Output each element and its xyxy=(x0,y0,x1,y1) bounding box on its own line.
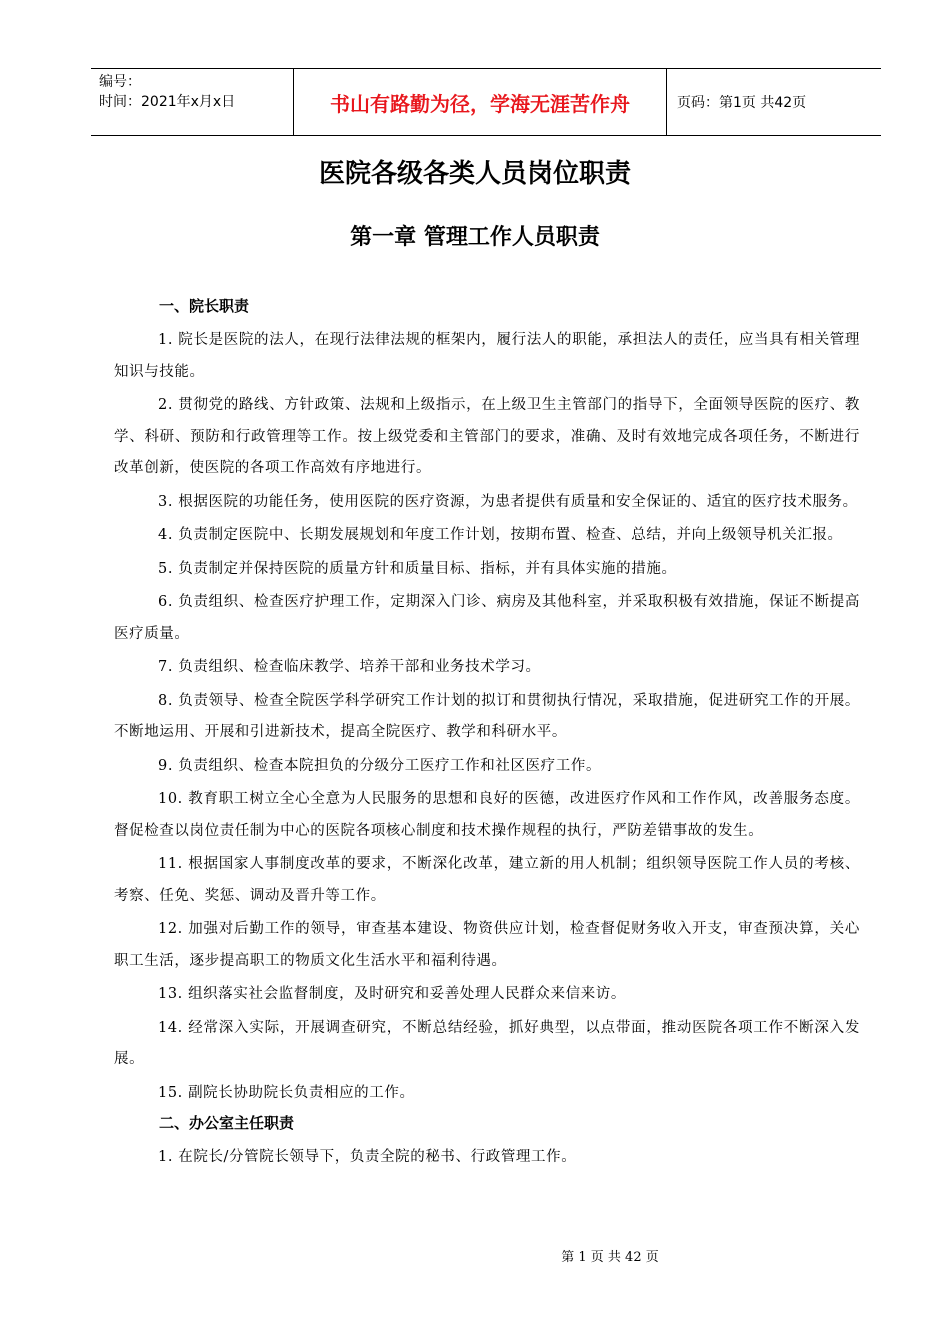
duty-item: 14. 经常深入实际，开展调查研究，不断总结经验，抓好典型，以点带面，推动医院各项工作不断深入发展。 xyxy=(114,1019,860,1067)
header-motto: 书山有路勤为径，学海无涯苦作舟 xyxy=(293,69,667,135)
section-heading: 一、院长职责 xyxy=(159,297,250,315)
footer-page-number: 第 1 页 共 42 页 xyxy=(561,1250,659,1265)
duty-item: 10. 教育职工树立全心全意为人民服务的思想和良好的医德，改进医疗作风和工作作风，改善服务态度。督促检查以岗位责任制为中心的医院各项核心制度和技术操作规程的执行，严防差错事故的发生。 xyxy=(114,791,860,839)
header-time-label: 时间：2021年x月x日 xyxy=(99,94,236,110)
duty-item: 1. 院长是医院的法人，在现行法律法规的框架内，履行法人的职能，承担法人的责任，应当具有相关管理知识与技能。 xyxy=(114,332,860,380)
duty-item: 13. 组织落实社会监督制度，及时研究和妥善处理人民群众来信来访。 xyxy=(158,986,626,1002)
chapter-title: 第一章 管理工作人员职责 xyxy=(350,225,600,250)
duty-item: 5. 负责制定并保持医院的质量方针和质量目标、指标，并有具体实施的措施。 xyxy=(158,560,677,577)
document-header xyxy=(91,68,881,136)
document-title: 医院各级各类人员岗位职责 xyxy=(318,159,631,189)
document-body xyxy=(114,294,860,1176)
duty-item: 15. 副院长协助院长负责相应的工作。 xyxy=(158,1084,415,1101)
duty-item: 3. 根据医院的功能任务，使用医院的医疗资源，为患者提供有质量和安全保证的、适宜的医疗技术服务。 xyxy=(158,493,858,510)
duty-item: 4. 负责制定医院中、长期发展规划和年度工作计划，按期布置、检查、总结，并向上级领导机关汇报。 xyxy=(158,527,843,543)
section-heading: 二、办公室主任职责 xyxy=(159,1114,295,1132)
header-number-label: 编号： xyxy=(99,74,141,90)
duty-item: 8. 负责领导、检查全院医学科学研究工作计划的拟订和贯彻执行情况，采取措施，促进研究工作的开展。不断地运用、开展和引进新技术，提高全院医疗、教学和科研水平。 xyxy=(114,692,860,740)
header-page-info: 页码：第1页 共42页 xyxy=(677,95,807,111)
duty-item: 2. 贯彻党的路线、方针政策、法规和上级指示，在上级卫生主管部门的指导下，全面领导医院的医疗、教学、科研、预防和行政管理等工作。按上级党委和主管部门的要求，准确、及时有效地完成各项任务，不断进行改革创新，使医院的各项工作高效有序地进行。 xyxy=(114,397,860,476)
duty-item: 6. 负责组织、检查医疗护理工作，定期深入门诊、病房及其他科室，并采取积极有效措施，保证不断提高医疗质量。 xyxy=(114,594,860,642)
duty-item: 11. 根据国家人事制度改革的要求，不断深化改革，建立新的用人机制；组织领导医院工作人员的考核、考察、任免、奖惩、调动及晋升等工作。 xyxy=(114,856,860,904)
duty-item: 1. 在院长/分管院长领导下，负责全院的秘书、行政管理工作。 xyxy=(158,1149,577,1165)
duty-item: 7. 负责组织、检查临床教学、培养干部和业务技术学习。 xyxy=(158,659,541,675)
duty-item: 12. 加强对后勤工作的领导，审查基本建设、物资供应计划，检查督促财务收入开支，审查预决算，关心职工生活，逐步提高职工的物质文化生活水平和福利待遇。 xyxy=(114,921,860,969)
header-meta xyxy=(91,69,293,135)
duty-item: 9. 负责组织、检查本院担负的分级分工医疗工作和社区医疗工作。 xyxy=(158,757,602,774)
